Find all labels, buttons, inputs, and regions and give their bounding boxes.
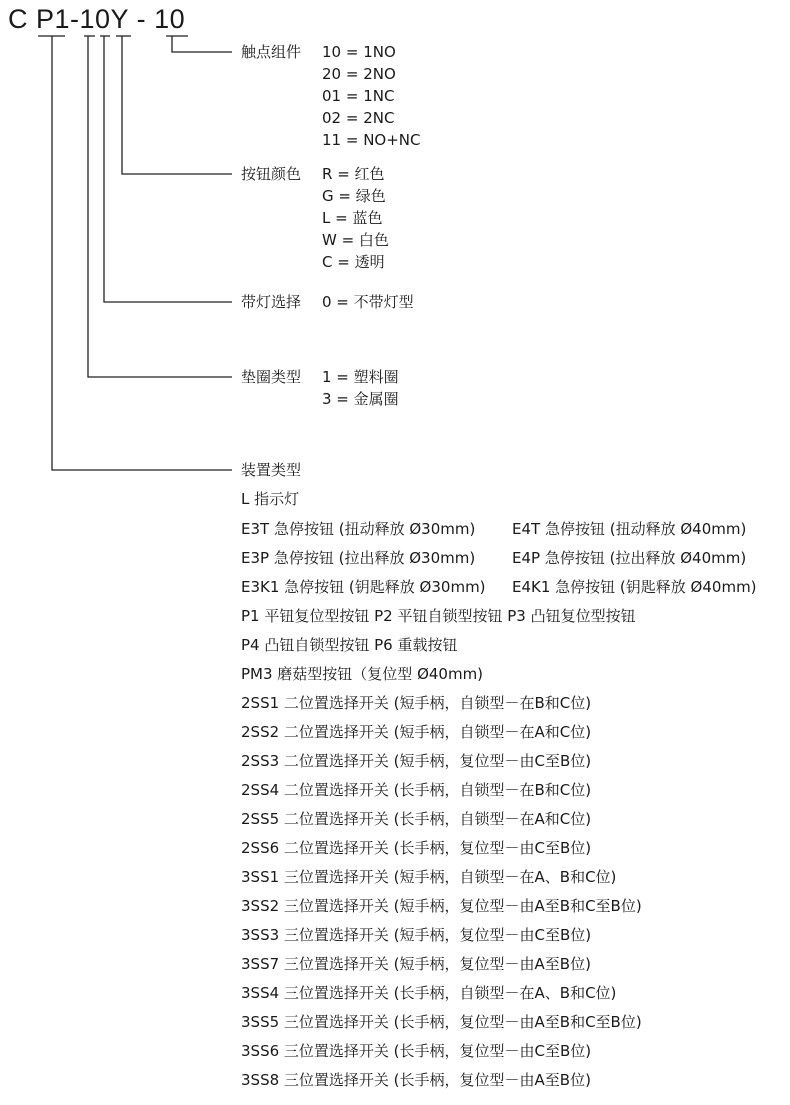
device-line: 3SS6 三位置选择开关 (长手柄，复位型－由C至B位)	[241, 1042, 592, 1060]
device-line: 3SS5 三位置选择开关 (长手柄，复位型－由A至B和C至B位)	[241, 1013, 642, 1031]
gasket-label: 垫圈类型	[241, 368, 302, 386]
device-line: 2SS4 二位置选择开关 (长手柄，自锁型－在B和C位)	[241, 781, 592, 799]
device-line-right: E4K1 急停按钮 (钥匙释放 Ø40mm)	[512, 578, 757, 596]
contacts-label: 触点组件	[241, 43, 302, 61]
device-line: PM3 磨菇型按钮（复位型 Ø40mm)	[241, 665, 484, 683]
color-option: C = 透明	[322, 253, 385, 271]
color-option: G = 绿色	[322, 187, 386, 205]
device-line: 3SS4 三位置选择开关 (长手柄，自锁型－在A、B和C位)	[241, 984, 617, 1002]
device-line: E3P 急停按钮 (拉出释放 Ø30mm)	[241, 549, 476, 567]
leader-color	[122, 36, 232, 174]
device-line: 2SS3 二位置选择开关 (短手柄，复位型－由C至B位)	[241, 752, 592, 770]
device-line: E3K1 急停按钮 (钥匙释放 Ø30mm)	[241, 578, 486, 596]
light-label: 带灯选择	[241, 293, 302, 311]
device-line: 2SS6 二位置选择开关 (长手柄，复位型－由C至B位)	[241, 839, 592, 857]
contacts-option: 10 = 1NO	[322, 43, 396, 61]
leader-gasket	[88, 36, 232, 377]
leader-device	[52, 36, 232, 470]
contacts-option: 20 = 2NO	[322, 65, 396, 83]
device-line: 3SS2 三位置选择开关 (短手柄，复位型－由A至B和C至B位)	[241, 897, 642, 915]
contacts-option: 11 = NO+NC	[322, 131, 421, 149]
color-option: R = 红色	[322, 165, 385, 183]
device-line: 2SS1 二位置选择开关 (短手柄，自锁型－在B和C位)	[241, 694, 592, 712]
model-code: C P1-10Y - 10	[8, 4, 186, 34]
leader-contacts	[172, 36, 232, 52]
device-line-right: E4T 急停按钮 (扭动释放 Ø40mm)	[512, 520, 747, 538]
contacts-option: 01 = 1NC	[322, 87, 395, 105]
device-line: L 指示灯	[241, 490, 300, 508]
device-line-right: E4P 急停按钮 (拉出释放 Ø40mm)	[512, 549, 747, 567]
device-line: 2SS2 二位置选择开关 (短手柄，自锁型－在A和C位)	[241, 723, 592, 741]
color-option: L = 蓝色	[322, 209, 383, 227]
device-line: 3SS7 三位置选择开关 (短手柄，复位型－由A至B位)	[241, 955, 591, 973]
device-line: 3SS1 三位置选择开关 (短手柄，自锁型－在A、B和C位)	[241, 868, 617, 886]
device-line: 3SS8 三位置选择开关 (长手柄，复位型－由A至B位)	[241, 1071, 591, 1089]
device-line: E3T 急停按钮 (扭动释放 Ø30mm)	[241, 520, 476, 538]
gasket-option: 1 = 塑料圈	[322, 368, 399, 386]
color-label: 按钮颜色	[241, 165, 302, 183]
device-line: P4 凸钮自锁型按钮 P6 重载按钮	[241, 636, 458, 654]
contacts-option: 02 = 2NC	[322, 109, 395, 127]
device-label: 装置类型	[241, 461, 302, 479]
gasket-option: 3 = 金属圈	[322, 390, 399, 408]
light-option: 0 = 不带灯型	[322, 293, 414, 311]
leader-light	[104, 36, 232, 302]
color-option: W = 白色	[322, 231, 389, 249]
device-line: 3SS3 三位置选择开关 (短手柄，复位型－由C至B位)	[241, 926, 592, 944]
device-line: 2SS5 二位置选择开关 (长手柄，自锁型－在A和C位)	[241, 810, 592, 828]
device-line: P1 平钮复位型按钮 P2 平钮自锁型按钮 P3 凸钮复位型按钮	[241, 607, 636, 625]
